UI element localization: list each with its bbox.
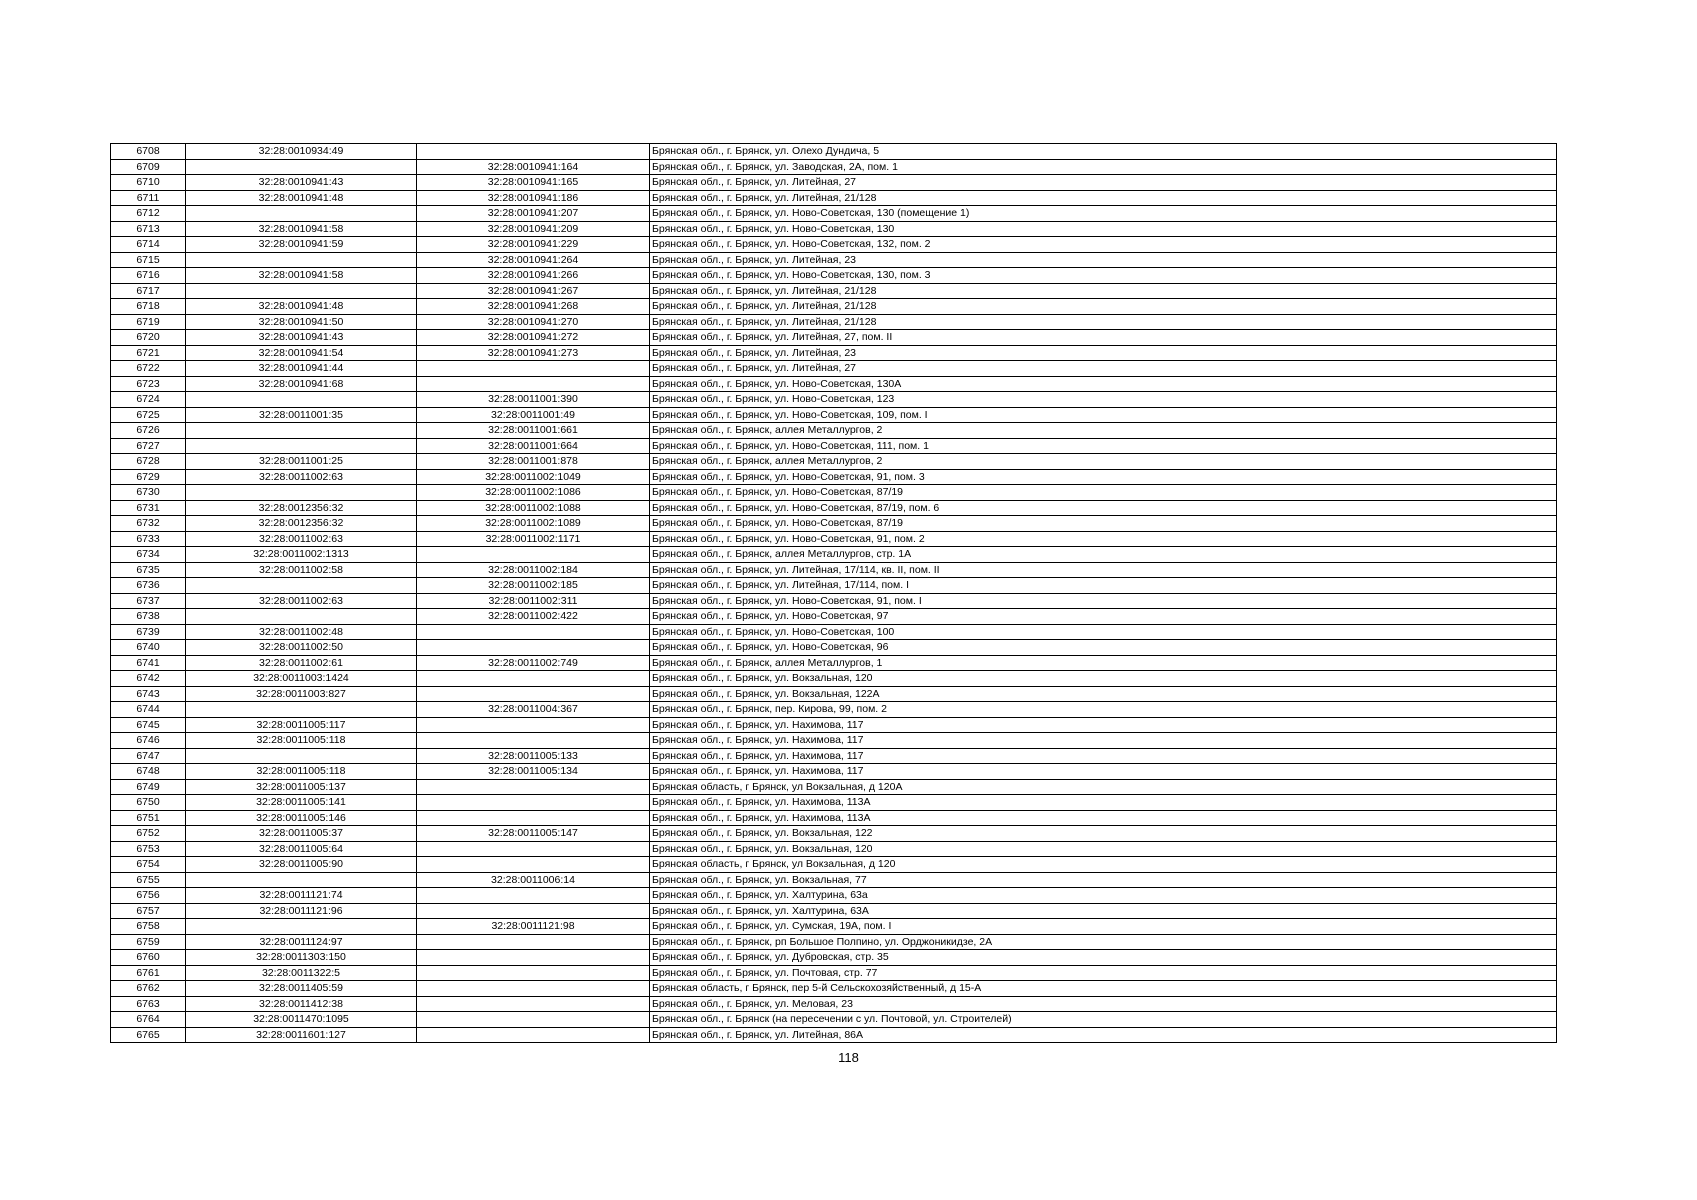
- address-cell: Брянская обл., г. Брянск, ул. Вокзальная, 77: [650, 872, 1557, 888]
- table-row: [111, 810, 1557, 826]
- table-row: [111, 144, 1557, 160]
- land-cadastral-number-cell: 32:28:0011121:96: [186, 903, 417, 919]
- address-cell: Брянская обл., г. Брянск, ул. Сумская, 19А, пом. I: [650, 919, 1557, 935]
- land-cadastral-number-cell: [186, 252, 417, 268]
- row-number-cell: 6708: [111, 144, 186, 160]
- address-cell: Брянская обл., г. Брянск, ул. Ново-Советская, 87/19, пом. 6: [650, 500, 1557, 516]
- table-row: [111, 903, 1557, 919]
- building-cadastral-number-cell: 32:28:0011002:1089: [417, 516, 650, 532]
- row-number-cell: 6712: [111, 206, 186, 222]
- row-number-cell: 6730: [111, 485, 186, 501]
- land-cadastral-number-cell: 32:28:0010941:59: [186, 237, 417, 253]
- address-cell: Брянская обл., г. Брянск, ул. Литейная, 21/128: [650, 299, 1557, 315]
- address-cell: Брянская обл., г. Брянск, ул. Литейная, 17/114, кв. II, пом. II: [650, 562, 1557, 578]
- address-cell: Брянская обл., г. Брянск, ул. Вокзальная, 120: [650, 841, 1557, 857]
- land-cadastral-number-cell: 32:28:0011005:118: [186, 764, 417, 780]
- table-row: [111, 392, 1557, 408]
- land-cadastral-number-cell: [186, 159, 417, 175]
- building-cadastral-number-cell: 32:28:0011002:749: [417, 655, 650, 671]
- row-number-cell: 6713: [111, 221, 186, 237]
- table-row: [111, 593, 1557, 609]
- table-row: [111, 950, 1557, 966]
- building-cadastral-number-cell: [417, 686, 650, 702]
- table-row: [111, 981, 1557, 997]
- row-number-cell: 6748: [111, 764, 186, 780]
- building-cadastral-number-cell: 32:28:0010941:207: [417, 206, 650, 222]
- address-cell: Брянская обл., г. Брянск, ул. Литейная, 17/114, пом. I: [650, 578, 1557, 594]
- land-cadastral-number-cell: 32:28:0011412:38: [186, 996, 417, 1012]
- address-cell: Брянская обл., г. Брянск, ул. Халтурина, 63А: [650, 903, 1557, 919]
- address-cell: Брянская обл., г. Брянск, ул. Вокзальная, 122: [650, 826, 1557, 842]
- address-cell: Брянская обл., г. Брянск, ул. Нахимова, 117: [650, 748, 1557, 764]
- building-cadastral-number-cell: 32:28:0010941:186: [417, 190, 650, 206]
- table-row: [111, 609, 1557, 625]
- land-cadastral-number-cell: 32:28:0011005:137: [186, 779, 417, 795]
- address-cell: Брянская обл., г. Брянск, ул. Нахимова, 113А: [650, 810, 1557, 826]
- address-cell: Брянская обл., г. Брянск, пер. Кирова, 99, пом. 2: [650, 702, 1557, 718]
- table-row: [111, 531, 1557, 547]
- land-cadastral-number-cell: [186, 206, 417, 222]
- address-cell: Брянская обл., г. Брянск, ул. Ново-Советская, 130, пом. 3: [650, 268, 1557, 284]
- land-cadastral-number-cell: 32:28:0010941:54: [186, 345, 417, 361]
- row-number-cell: 6715: [111, 252, 186, 268]
- building-cadastral-number-cell: 32:28:0011002:1171: [417, 531, 650, 547]
- address-cell: Брянская обл., г. Брянск, аллея Металлургов, 2: [650, 454, 1557, 470]
- building-cadastral-number-cell: [417, 810, 650, 826]
- row-number-cell: 6710: [111, 175, 186, 191]
- table-row: [111, 872, 1557, 888]
- table-row: [111, 857, 1557, 873]
- land-cadastral-number-cell: 32:28:0010941:43: [186, 330, 417, 346]
- table-row: [111, 283, 1557, 299]
- row-number-cell: 6726: [111, 423, 186, 439]
- table-row: [111, 686, 1557, 702]
- row-number-cell: 6759: [111, 934, 186, 950]
- address-cell: Брянская обл., г. Брянск, ул. Ново-Советская, 130: [650, 221, 1557, 237]
- building-cadastral-number-cell: 32:28:0011005:147: [417, 826, 650, 842]
- building-cadastral-number-cell: 32:28:0010941:272: [417, 330, 650, 346]
- land-cadastral-number-cell: [186, 919, 417, 935]
- land-cadastral-number-cell: 32:28:0012356:32: [186, 516, 417, 532]
- row-number-cell: 6731: [111, 500, 186, 516]
- row-number-cell: 6727: [111, 438, 186, 454]
- land-cadastral-number-cell: [186, 578, 417, 594]
- land-cadastral-number-cell: 32:28:0011005:118: [186, 733, 417, 749]
- row-number-cell: 6742: [111, 671, 186, 687]
- row-number-cell: 6737: [111, 593, 186, 609]
- land-cadastral-number-cell: 32:28:0011303:150: [186, 950, 417, 966]
- building-cadastral-number-cell: [417, 376, 650, 392]
- building-cadastral-number-cell: 32:28:0010941:209: [417, 221, 650, 237]
- row-number-cell: 6757: [111, 903, 186, 919]
- table-row: [111, 965, 1557, 981]
- building-cadastral-number-cell: 32:28:0010941:164: [417, 159, 650, 175]
- table-row: [111, 454, 1557, 470]
- building-cadastral-number-cell: 32:28:0011005:133: [417, 748, 650, 764]
- land-cadastral-number-cell: [186, 609, 417, 625]
- land-cadastral-number-cell: 32:28:0012356:32: [186, 500, 417, 516]
- land-cadastral-number-cell: [186, 872, 417, 888]
- address-cell: Брянская обл., г. Брянск, ул. Олехо Дундича, 5: [650, 144, 1557, 160]
- table-row: [111, 221, 1557, 237]
- table-row: [111, 841, 1557, 857]
- row-number-cell: 6722: [111, 361, 186, 377]
- address-cell: Брянская обл., г. Брянск, ул. Нахимова, 117: [650, 717, 1557, 733]
- table-row: [111, 640, 1557, 656]
- table-row: [111, 996, 1557, 1012]
- building-cadastral-number-cell: [417, 888, 650, 904]
- land-cadastral-number-cell: 32:28:0011470:1095: [186, 1012, 417, 1028]
- row-number-cell: 6744: [111, 702, 186, 718]
- land-cadastral-number-cell: 32:28:0011001:35: [186, 407, 417, 423]
- building-cadastral-number-cell: 32:28:0010941:229: [417, 237, 650, 253]
- land-cadastral-number-cell: 32:28:0011002:63: [186, 531, 417, 547]
- table-row: [111, 748, 1557, 764]
- land-cadastral-number-cell: [186, 438, 417, 454]
- building-cadastral-number-cell: [417, 1027, 650, 1043]
- building-cadastral-number-cell: 32:28:0011002:185: [417, 578, 650, 594]
- building-cadastral-number-cell: 32:28:0011001:661: [417, 423, 650, 439]
- row-number-cell: 6720: [111, 330, 186, 346]
- table-row: [111, 314, 1557, 330]
- address-cell: Брянская обл., г. Брянск, аллея Металлургов, 2: [650, 423, 1557, 439]
- address-cell: Брянская обл., г. Брянск, ул. Литейная, 27, пом. II: [650, 330, 1557, 346]
- address-cell: Брянская область, г Брянск, ул Вокзальная, д 120А: [650, 779, 1557, 795]
- address-cell: Брянская область, г Брянск, ул Вокзальная, д 120: [650, 857, 1557, 873]
- row-number-cell: 6758: [111, 919, 186, 935]
- address-cell: Брянская обл., г. Брянск, ул. Нахимова, 113А: [650, 795, 1557, 811]
- land-cadastral-number-cell: [186, 283, 417, 299]
- address-cell: Брянская обл., г. Брянск, ул. Дубровская, стр. 35: [650, 950, 1557, 966]
- address-cell: Брянская обл., г. Брянск, ул. Ново-Советская, 109, пом. I: [650, 407, 1557, 423]
- building-cadastral-number-cell: 32:28:0011002:311: [417, 593, 650, 609]
- building-cadastral-number-cell: [417, 950, 650, 966]
- building-cadastral-number-cell: [417, 717, 650, 733]
- row-number-cell: 6736: [111, 578, 186, 594]
- building-cadastral-number-cell: 32:28:0011002:422: [417, 609, 650, 625]
- building-cadastral-number-cell: [417, 624, 650, 640]
- row-number-cell: 6719: [111, 314, 186, 330]
- building-cadastral-number-cell: [417, 996, 650, 1012]
- land-cadastral-number-cell: 32:28:0011005:141: [186, 795, 417, 811]
- land-cadastral-number-cell: 32:28:0011322:5: [186, 965, 417, 981]
- property-table-body: [111, 144, 1557, 1043]
- land-cadastral-number-cell: 32:28:0010941:68: [186, 376, 417, 392]
- land-cadastral-number-cell: [186, 423, 417, 439]
- row-number-cell: 6733: [111, 531, 186, 547]
- address-cell: Брянская обл., г. Брянск, ул. Почтовая, стр. 77: [650, 965, 1557, 981]
- table-row: [111, 438, 1557, 454]
- building-cadastral-number-cell: 32:28:0010941:270: [417, 314, 650, 330]
- row-number-cell: 6729: [111, 469, 186, 485]
- row-number-cell: 6714: [111, 237, 186, 253]
- land-cadastral-number-cell: 32:28:0011121:74: [186, 888, 417, 904]
- row-number-cell: 6747: [111, 748, 186, 764]
- building-cadastral-number-cell: 32:28:0011001:878: [417, 454, 650, 470]
- table-row: [111, 206, 1557, 222]
- land-cadastral-number-cell: [186, 392, 417, 408]
- land-cadastral-number-cell: 32:28:0011005:37: [186, 826, 417, 842]
- property-table: [110, 143, 1557, 1043]
- row-number-cell: 6709: [111, 159, 186, 175]
- land-cadastral-number-cell: 32:28:0011124:97: [186, 934, 417, 950]
- land-cadastral-number-cell: 32:28:0010941:58: [186, 221, 417, 237]
- land-cadastral-number-cell: 32:28:0011002:1313: [186, 547, 417, 563]
- table-row: [111, 330, 1557, 346]
- building-cadastral-number-cell: 32:28:0011001:390: [417, 392, 650, 408]
- table-row: [111, 268, 1557, 284]
- address-cell: Брянская обл., г. Брянск, ул. Нахимова, 117: [650, 733, 1557, 749]
- land-cadastral-number-cell: 32:28:0011005:64: [186, 841, 417, 857]
- table-row: [111, 516, 1557, 532]
- building-cadastral-number-cell: 32:28:0010941:273: [417, 345, 650, 361]
- building-cadastral-number-cell: 32:28:0011002:184: [417, 562, 650, 578]
- table-row: [111, 252, 1557, 268]
- table-row: [111, 190, 1557, 206]
- table-row: [111, 407, 1557, 423]
- building-cadastral-number-cell: [417, 795, 650, 811]
- table-row: [111, 655, 1557, 671]
- row-number-cell: 6745: [111, 717, 186, 733]
- address-cell: Брянская обл., г. Брянск, ул. Литейная, 21/128: [650, 190, 1557, 206]
- land-cadastral-number-cell: [186, 702, 417, 718]
- building-cadastral-number-cell: [417, 779, 650, 795]
- land-cadastral-number-cell: 32:28:0010941:48: [186, 190, 417, 206]
- table-row: [111, 919, 1557, 935]
- row-number-cell: 6717: [111, 283, 186, 299]
- building-cadastral-number-cell: [417, 144, 650, 160]
- building-cadastral-number-cell: [417, 857, 650, 873]
- building-cadastral-number-cell: [417, 361, 650, 377]
- building-cadastral-number-cell: [417, 671, 650, 687]
- row-number-cell: 6738: [111, 609, 186, 625]
- building-cadastral-number-cell: 32:28:0010941:267: [417, 283, 650, 299]
- table-row: [111, 578, 1557, 594]
- row-number-cell: 6746: [111, 733, 186, 749]
- address-cell: Брянская обл., г. Брянск (на пересечении с ул. Почтовой, ул. Строителей): [650, 1012, 1557, 1028]
- land-cadastral-number-cell: 32:28:0011601:127: [186, 1027, 417, 1043]
- building-cadastral-number-cell: [417, 733, 650, 749]
- building-cadastral-number-cell: [417, 965, 650, 981]
- address-cell: Брянская обл., г. Брянск, аллея Металлургов, 1: [650, 655, 1557, 671]
- table-row: [111, 1027, 1557, 1043]
- address-cell: Брянская обл., г. Брянск, ул. Литейная, 23: [650, 345, 1557, 361]
- address-cell: Брянская обл., г. Брянск, ул. Литейная, 21/128: [650, 314, 1557, 330]
- row-number-cell: 6756: [111, 888, 186, 904]
- row-number-cell: 6728: [111, 454, 186, 470]
- building-cadastral-number-cell: 32:28:0011004:367: [417, 702, 650, 718]
- land-cadastral-number-cell: 32:28:0011002:58: [186, 562, 417, 578]
- building-cadastral-number-cell: [417, 640, 650, 656]
- building-cadastral-number-cell: 32:28:0010941:266: [417, 268, 650, 284]
- building-cadastral-number-cell: 32:28:0011121:98: [417, 919, 650, 935]
- table-row: [111, 345, 1557, 361]
- building-cadastral-number-cell: [417, 903, 650, 919]
- row-number-cell: 6721: [111, 345, 186, 361]
- table-row: [111, 733, 1557, 749]
- table-row: [111, 888, 1557, 904]
- row-number-cell: 6760: [111, 950, 186, 966]
- address-cell: Брянская обл., г. Брянск, ул. Нахимова, 117: [650, 764, 1557, 780]
- table-row: [111, 361, 1557, 377]
- table-row: [111, 175, 1557, 191]
- land-cadastral-number-cell: [186, 485, 417, 501]
- address-cell: Брянская обл., г. Брянск, ул. Ново-Советская, 130 (помещение 1): [650, 206, 1557, 222]
- table-row: [111, 469, 1557, 485]
- row-number-cell: 6724: [111, 392, 186, 408]
- building-cadastral-number-cell: 32:28:0010941:268: [417, 299, 650, 315]
- address-cell: Брянская обл., г. Брянск, аллея Металлургов, стр. 1А: [650, 547, 1557, 563]
- row-number-cell: 6740: [111, 640, 186, 656]
- address-cell: Брянская обл., г. Брянск, ул. Ново-Советская, 87/19: [650, 485, 1557, 501]
- row-number-cell: 6711: [111, 190, 186, 206]
- land-cadastral-number-cell: 32:28:0010941:44: [186, 361, 417, 377]
- address-cell: Брянская обл., г. Брянск, ул. Ново-Советская, 132, пом. 2: [650, 237, 1557, 253]
- row-number-cell: 6750: [111, 795, 186, 811]
- table-row: [111, 423, 1557, 439]
- row-number-cell: 6723: [111, 376, 186, 392]
- address-cell: Брянская область, г Брянск, пер 5-й Сельскохозяйственный, д 15-А: [650, 981, 1557, 997]
- land-cadastral-number-cell: 32:28:0011001:25: [186, 454, 417, 470]
- building-cadastral-number-cell: 32:28:0011002:1049: [417, 469, 650, 485]
- land-cadastral-number-cell: 32:28:0011405:59: [186, 981, 417, 997]
- row-number-cell: 6743: [111, 686, 186, 702]
- building-cadastral-number-cell: 32:28:0011001:664: [417, 438, 650, 454]
- building-cadastral-number-cell: 32:28:0011005:134: [417, 764, 650, 780]
- row-number-cell: 6761: [111, 965, 186, 981]
- address-cell: Брянская обл., г. Брянск, ул. Халтурина, 63а: [650, 888, 1557, 904]
- row-number-cell: 6735: [111, 562, 186, 578]
- address-cell: Брянская обл., г. Брянск, ул. Ново-Советская, 100: [650, 624, 1557, 640]
- building-cadastral-number-cell: 32:28:0011002:1088: [417, 500, 650, 516]
- table-row: [111, 934, 1557, 950]
- building-cadastral-number-cell: [417, 547, 650, 563]
- building-cadastral-number-cell: 32:28:0011002:1086: [417, 485, 650, 501]
- row-number-cell: 6732: [111, 516, 186, 532]
- row-number-cell: 6734: [111, 547, 186, 563]
- building-cadastral-number-cell: 32:28:0011001:49: [417, 407, 650, 423]
- building-cadastral-number-cell: 32:28:0010941:264: [417, 252, 650, 268]
- table-row: [111, 764, 1557, 780]
- table-row: [111, 624, 1557, 640]
- table-row: [111, 795, 1557, 811]
- row-number-cell: 6753: [111, 841, 186, 857]
- address-cell: Брянская обл., г. Брянск, рп Большое Полпино, ул. Орджоникидзе, 2А: [650, 934, 1557, 950]
- address-cell: Брянская обл., г. Брянск, ул. Литейная, 23: [650, 252, 1557, 268]
- land-cadastral-number-cell: 32:28:0011002:61: [186, 655, 417, 671]
- address-cell: Брянская обл., г. Брянск, ул. Литейная, 27: [650, 361, 1557, 377]
- row-number-cell: 6718: [111, 299, 186, 315]
- table-row: [111, 826, 1557, 842]
- table-row: [111, 485, 1557, 501]
- row-number-cell: 6749: [111, 779, 186, 795]
- table-row: [111, 717, 1557, 733]
- address-cell: Брянская обл., г. Брянск, ул. Ново-Советская, 91, пом. 3: [650, 469, 1557, 485]
- address-cell: Брянская обл., г. Брянск, ул. Ново-Советская, 91, пом. 2: [650, 531, 1557, 547]
- address-cell: Брянская обл., г. Брянск, ул. Литейная, 27: [650, 175, 1557, 191]
- row-number-cell: 6751: [111, 810, 186, 826]
- land-cadastral-number-cell: 32:28:0011002:48: [186, 624, 417, 640]
- row-number-cell: 6765: [111, 1027, 186, 1043]
- row-number-cell: 6725: [111, 407, 186, 423]
- row-number-cell: 6741: [111, 655, 186, 671]
- row-number-cell: 6762: [111, 981, 186, 997]
- table-row: [111, 500, 1557, 516]
- building-cadastral-number-cell: [417, 1012, 650, 1028]
- table-row: [111, 779, 1557, 795]
- land-cadastral-number-cell: 32:28:0010941:50: [186, 314, 417, 330]
- table-row: [111, 547, 1557, 563]
- table-row: [111, 1012, 1557, 1028]
- land-cadastral-number-cell: 32:28:0011002:63: [186, 593, 417, 609]
- land-cadastral-number-cell: 32:28:0011003:827: [186, 686, 417, 702]
- page-number: 118: [838, 1050, 859, 1065]
- address-cell: Брянская обл., г. Брянск, ул. Ново-Советская, 97: [650, 609, 1557, 625]
- address-cell: Брянская обл., г. Брянск, ул. Ново-Советская, 96: [650, 640, 1557, 656]
- land-cadastral-number-cell: 32:28:0011005:146: [186, 810, 417, 826]
- table-row: [111, 702, 1557, 718]
- table-row: [111, 671, 1557, 687]
- land-cadastral-number-cell: 32:28:0011005:117: [186, 717, 417, 733]
- row-number-cell: 6716: [111, 268, 186, 284]
- land-cadastral-number-cell: 32:28:0011002:63: [186, 469, 417, 485]
- table-row: [111, 237, 1557, 253]
- building-cadastral-number-cell: [417, 934, 650, 950]
- row-number-cell: 6739: [111, 624, 186, 640]
- address-cell: Брянская обл., г. Брянск, ул. Ново-Советская, 123: [650, 392, 1557, 408]
- land-cadastral-number-cell: [186, 748, 417, 764]
- row-number-cell: 6764: [111, 1012, 186, 1028]
- land-cadastral-number-cell: 32:28:0011005:90: [186, 857, 417, 873]
- table-row: [111, 562, 1557, 578]
- address-cell: Брянская обл., г. Брянск, ул. Литейная, 21/128: [650, 283, 1557, 299]
- address-cell: Брянская обл., г. Брянск, ул. Ново-Советская, 111, пом. 1: [650, 438, 1557, 454]
- address-cell: Брянская обл., г. Брянск, ул. Литейная, 86А: [650, 1027, 1557, 1043]
- address-cell: Брянская обл., г. Брянск, ул. Ново-Советская, 130А: [650, 376, 1557, 392]
- building-cadastral-number-cell: 32:28:0010941:165: [417, 175, 650, 191]
- land-cadastral-number-cell: 32:28:0010941:48: [186, 299, 417, 315]
- building-cadastral-number-cell: [417, 981, 650, 997]
- land-cadastral-number-cell: 32:28:0010941:58: [186, 268, 417, 284]
- building-cadastral-number-cell: 32:28:0011006:14: [417, 872, 650, 888]
- row-number-cell: 6763: [111, 996, 186, 1012]
- address-cell: Брянская обл., г. Брянск, ул. Меловая, 23: [650, 996, 1557, 1012]
- row-number-cell: 6755: [111, 872, 186, 888]
- land-cadastral-number-cell: 32:28:0010934:49: [186, 144, 417, 160]
- address-cell: Брянская обл., г. Брянск, ул. Ново-Советская, 87/19: [650, 516, 1557, 532]
- address-cell: Брянская обл., г. Брянск, ул. Вокзальная, 122А: [650, 686, 1557, 702]
- land-cadastral-number-cell: 32:28:0011003:1424: [186, 671, 417, 687]
- table-row: [111, 159, 1557, 175]
- table-row: [111, 299, 1557, 315]
- address-cell: Брянская обл., г. Брянск, ул. Заводская, 2А, пом. 1: [650, 159, 1557, 175]
- row-number-cell: 6754: [111, 857, 186, 873]
- table-row: [111, 376, 1557, 392]
- address-cell: Брянская обл., г. Брянск, ул. Ново-Советская, 91, пом. I: [650, 593, 1557, 609]
- address-cell: Брянская обл., г. Брянск, ул. Вокзальная, 120: [650, 671, 1557, 687]
- land-cadastral-number-cell: 32:28:0010941:43: [186, 175, 417, 191]
- row-number-cell: 6752: [111, 826, 186, 842]
- building-cadastral-number-cell: [417, 841, 650, 857]
- land-cadastral-number-cell: 32:28:0011002:50: [186, 640, 417, 656]
